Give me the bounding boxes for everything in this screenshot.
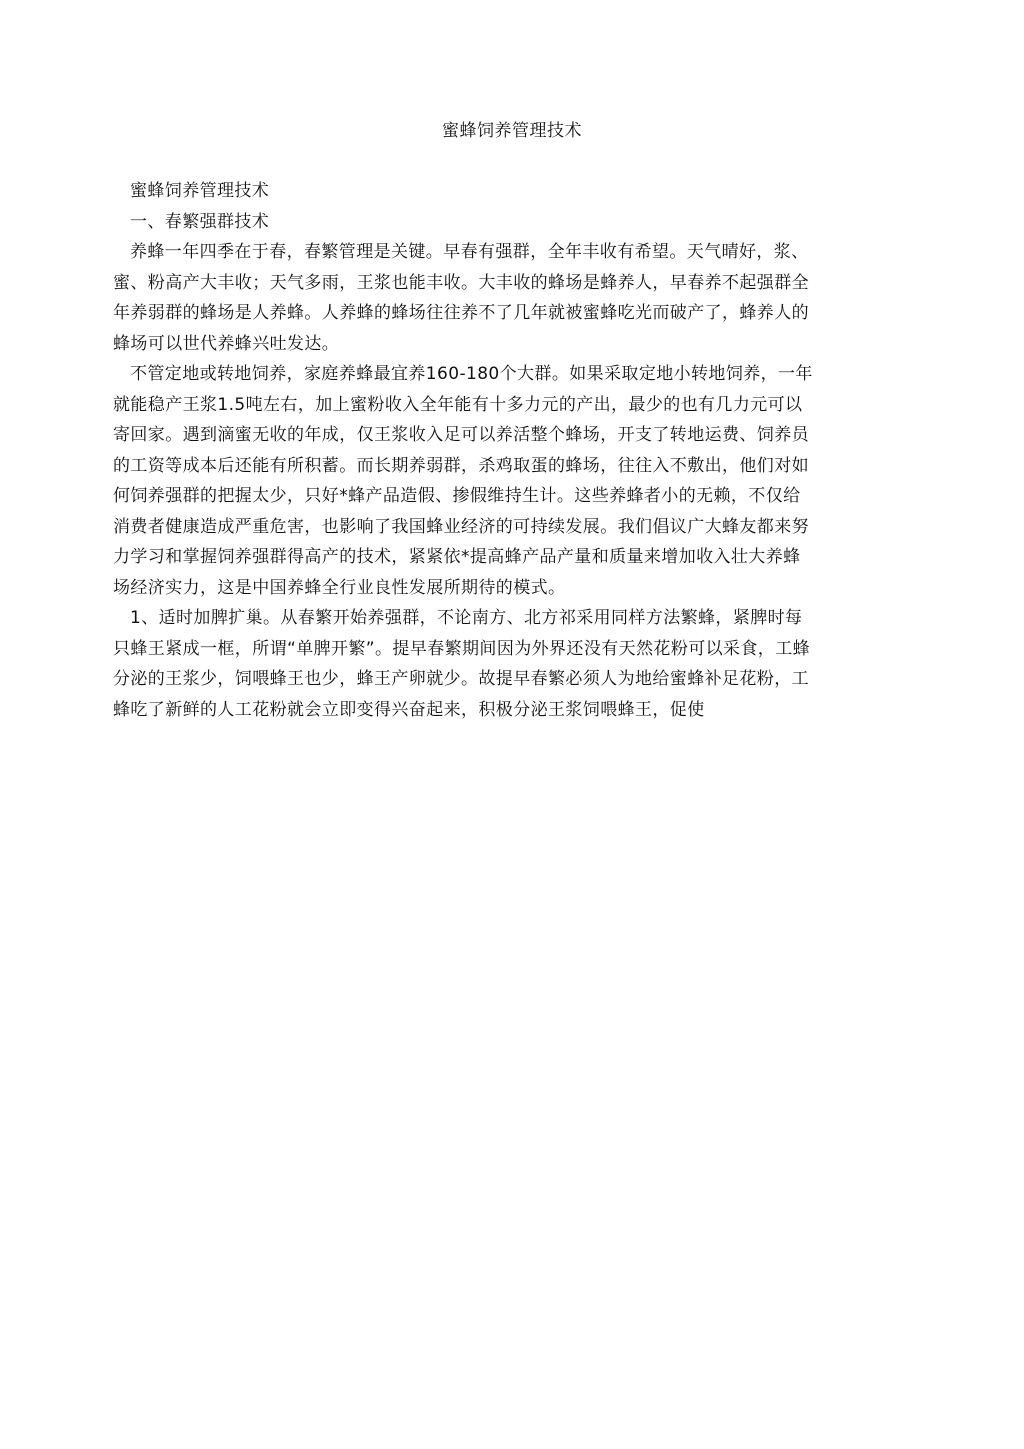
- document-body: [113, 176, 893, 725]
- document-title: 蜜蜂饲养管理技术: [442, 121, 582, 141]
- text-line: 消费者健康造成严重危害，也影响了我国蜂业经济的可持续发展。我们倡议广大蜂友都来努: [113, 516, 809, 537]
- text-line: 蜜、粉高产大丰收；天气多雨，王浆也能丰收。大丰收的蜂场是蜂养人，早春养不起强群全: [113, 272, 809, 293]
- text-line: 不管定地或转地饲养，家庭养蜂最宜养160-180个大群。如果采取定地小转地饲养，一年: [130, 364, 813, 384]
- text-line: 年养弱群的蜂场是人养蜂。人养蜂的蜂场往往养不了几年就被蜜蜂吃光而破产了，蜂养人的: [113, 303, 809, 323]
- text-line: 何饲养强群的把握太少，只好*蜂产品造假、掺假维持生计。这些养蜂者小的无赖，不仅给: [113, 486, 801, 506]
- text-line: 养蜂一年四季在于春，春繁管理是关键。早春有强群，全年丰收有希望。天气晴好，浆、: [130, 242, 809, 262]
- text-line: 只蜂王紧成一框，所谓“单脾开繁”。提早春繁期间因为外界还没有天然花粉可以采食，工蜂: [113, 638, 811, 659]
- text-line: 寄回家。遇到滴蜜无收的年成，仅王浆收入足可以养活整个蜂场，开支了转地运费、饲养员: [113, 425, 809, 445]
- text-line: 场经济实力，这是中国养蜂全行业良性发展所期待的模式。: [113, 577, 566, 598]
- text-line: 的工资等成本后还能有所积蓄。而长期养弱群，杀鸡取蛋的蜂场，往往入不敷出，他们对如: [113, 455, 809, 476]
- text-line: 一、春繁强群技术: [130, 211, 270, 232]
- text-line: 就能稳产王浆1.5吨左右，加上蜜粉收入全年能有十多力元的产出，最少的也有几力元可以: [113, 394, 803, 415]
- text-line: 蜂场可以世代养蜂兴吐发达。: [113, 333, 340, 354]
- text-line: 蜜蜂饲养管理技术: [130, 181, 270, 201]
- text-line: 1、适时加脾扩巢。从春繁开始养强群，不论南方、北方祁采用同样方法繁蜂，紧脾时每: [130, 608, 803, 628]
- text-line: 分泌的王浆少，饲喂蜂王也少，蜂王产卵就少。故提早春繁必须人为地给蜜蜂补足花粉，工: [113, 669, 809, 689]
- text-line: 蜂吃了新鲜的人工花粉就会立即变得兴奋起来，积极分泌王浆饲喂蜂王，促使: [113, 699, 705, 720]
- text-line: 力学习和掌握饲养强群得高产的技术，紧紧依*提高蜂产品产量和质量来增加收入壮大养蜂: [113, 547, 801, 567]
